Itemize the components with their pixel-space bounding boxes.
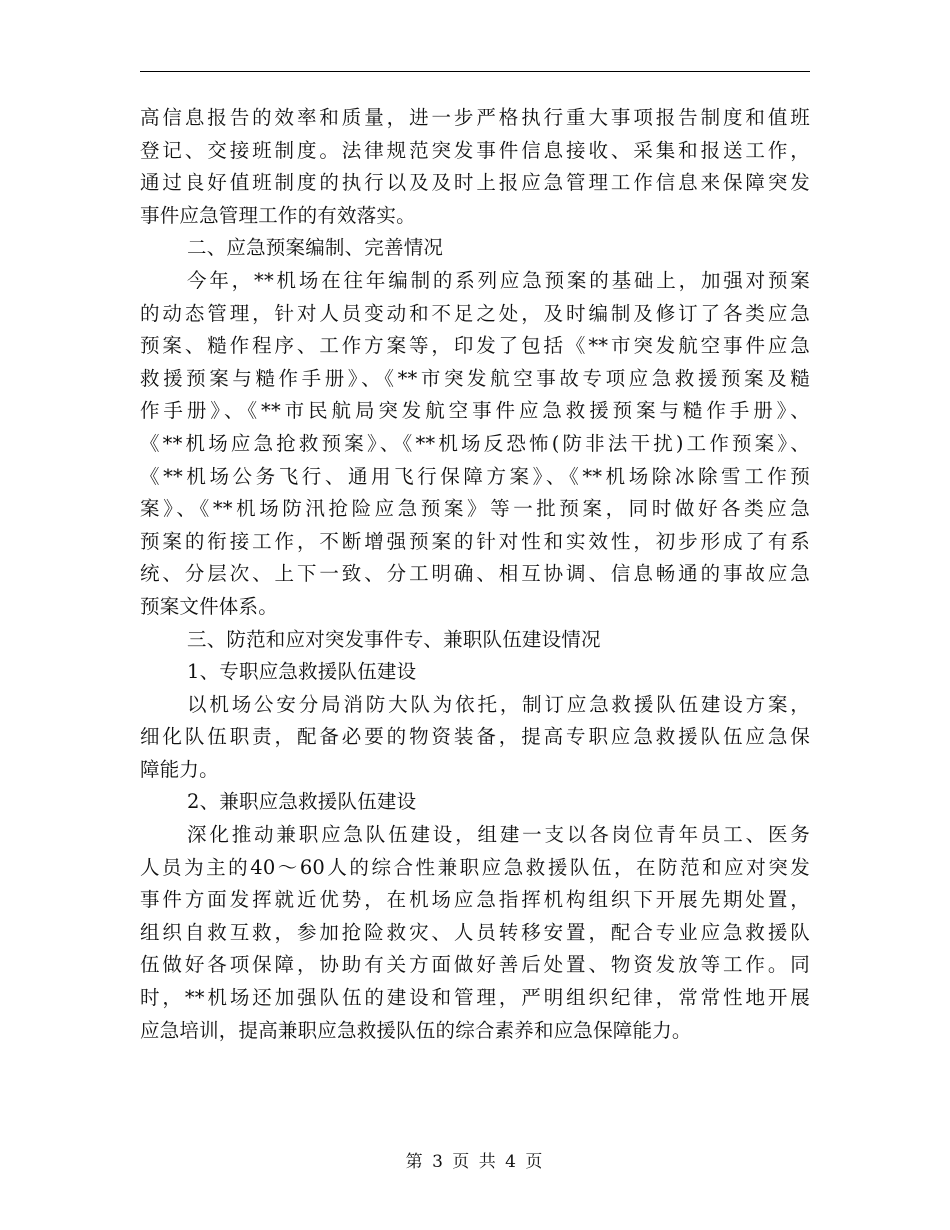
text-line: 预案的衔接工作，不断增强预案的针对性和实效性，初步形成了有系 [140,529,810,553]
text-line: 预案文件体系。 [140,594,278,618]
text-line: 登记、交接班制度。法律规范突发事件信息接收、采集和报送工作， [140,138,810,162]
text-line: 1、专职应急救援队伍建设 [187,660,417,684]
text-line: 的动态管理，针对人员变动和不足之处，及时编制及修订了各类应急 [140,301,810,325]
text-line: 伍做好各项保障，协助有关方面做好善后处置、物资发放等工作。同 [140,953,810,977]
text-line: 2、兼职应急救援队伍建设 [187,790,417,814]
text-line: 《**机场公务飞行、通用飞行保障方案》、《**机场除冰除雪工作预 [140,464,810,488]
text-line: 三、防范和应对突发事件专、兼职队伍建设情况 [187,627,601,651]
text-line: 组织自救互救，参加抢险救灾、人员转移安置，配合专业应急救援队 [140,920,810,944]
text-line: 事件应急管理工作的有效落实。 [140,203,416,227]
text-line: 案》、《**机场防汛抢险应急预案》等一批预案，同时做好各类应急 [140,497,810,521]
text-line: 事件方面发挥就近优势，在机场应急指挥机构组织下开展先期处置， [140,888,810,912]
text-line: 统、分层次、上下一致、分工明确、相互协调、信息畅通的事故应急 [140,562,810,586]
page-number: 第 3 页 共 4 页 [405,1152,545,1172]
text-line: 预案、糙作程序、工作方案等，印发了包括《**市突发航空事件应急 [140,334,810,358]
text-line: 通过良好值班制度的执行以及及时上报应急管理工作信息来保障突发 [140,171,810,195]
text-line: 深化推动兼职应急队伍建设，组建一支以各岗位青年员工、医务 [187,823,810,847]
text-line: 高信息报告的效率和质量，进一步严格执行重大事项报告制度和值班 [140,106,810,129]
text-line: 救援预案与糙作手册》、《**市突发航空事故专项应急救援预案及糙 [140,366,810,390]
text-line: 人员为主的40～60人的综合性兼职应急救援队伍，在防范和应对突发 [140,855,810,879]
text-line: 应急培训，提高兼职应急救援队伍的综合素养和应急保障能力。 [140,1018,692,1042]
text-line: 二、应急预案编制、完善情况 [187,236,444,260]
text-line: 障能力。 [140,757,219,781]
text-line: 作手册》、《**市民航局突发航空事件应急救援预案与糙作手册》、 [140,399,810,423]
text-line: 细化队伍职责，配备必要的物资装备，提高专职应急救援队伍应急保 [140,725,810,749]
header-rule [140,71,810,72]
text-line: 《**机场应急抢救预案》、《**机场反恐怖(防非法干扰)工作预案》、 [140,431,810,455]
document-body [140,102,810,1047]
text-line: 时，**机场还加强队伍的建设和管理，严明组织纪律，常常性地开展 [140,986,810,1010]
text-line: 今年，**机场在往年编制的系列应急预案的基础上，加强对预案 [187,268,810,292]
text-line: 以机场公安分局消防大队为依托，制订应急救援队伍建设方案， [187,692,810,716]
